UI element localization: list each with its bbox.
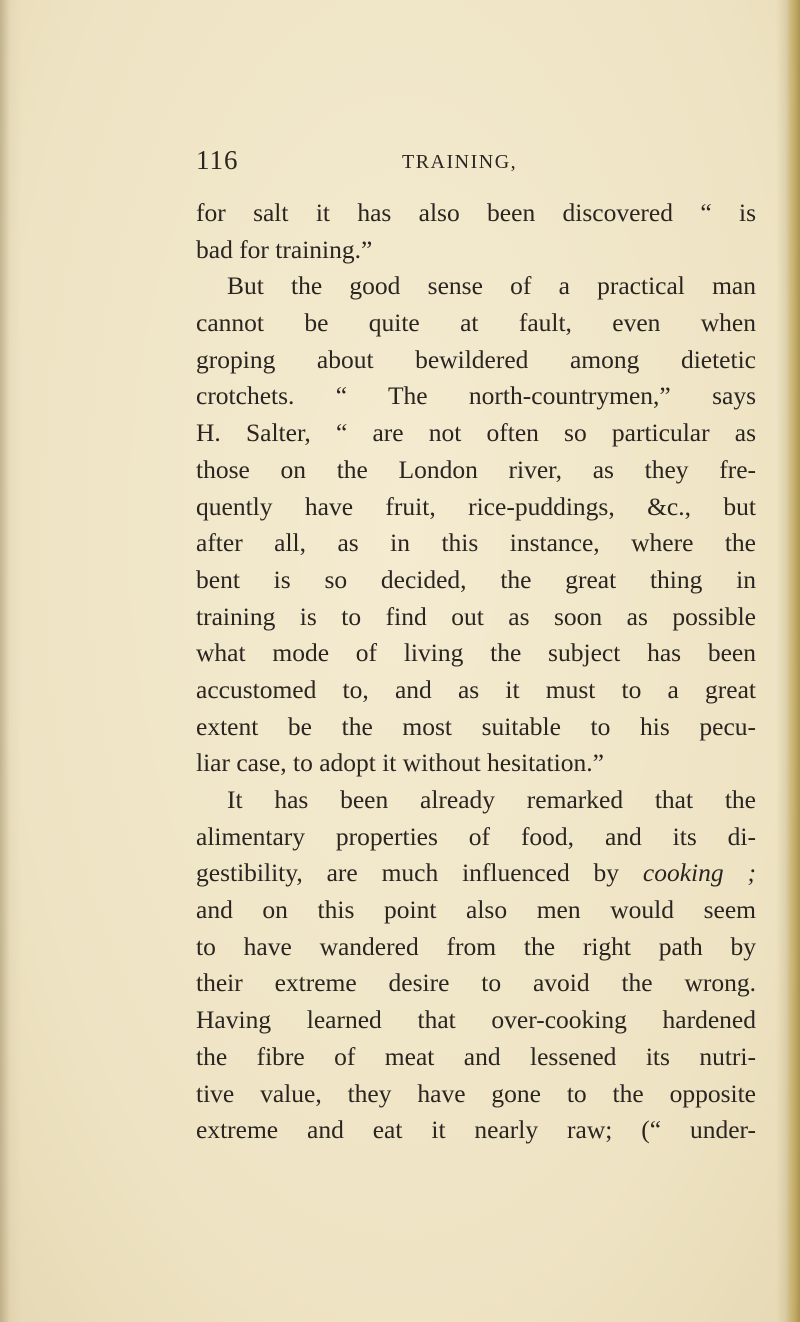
page-edge-discoloration bbox=[786, 0, 800, 1322]
text-line: after all, as in this instance, where the bbox=[196, 528, 756, 558]
text-line: extent be the most suitable to his pecu- bbox=[196, 711, 756, 741]
text-line: liar case, to adopt it without hesitation.” bbox=[196, 748, 604, 778]
page-header bbox=[196, 145, 756, 185]
text-line: It has been already remarked that the bbox=[227, 785, 756, 814]
text-line: the fibre of meat and lessened its nutri- bbox=[196, 1041, 756, 1071]
page-number: 116 bbox=[196, 145, 239, 175]
italic-word: cooking ; bbox=[642, 858, 756, 888]
text-segment: gestibility, are much influenced by bbox=[196, 858, 643, 888]
text-line: H. Salter, “ are not often so particular as bbox=[196, 418, 756, 448]
text-line: accustomed to, and as it must to a great bbox=[196, 674, 756, 704]
text-line: crotchets. “ The north-countrymen,” says bbox=[196, 381, 756, 411]
text-line: their extreme desire to avoid the wrong. bbox=[196, 968, 756, 998]
text-line: tive value, they have gone to the opposite bbox=[196, 1078, 756, 1108]
text-line: Having learned that over-cooking hardened bbox=[196, 1005, 756, 1035]
body-text bbox=[196, 195, 756, 1149]
text-line: bad for training.” bbox=[196, 234, 373, 264]
text-line: to have wandered from the right path by bbox=[196, 931, 756, 961]
text-line: alimentary properties of food, and its di- bbox=[196, 821, 756, 851]
text-line: what mode of living the subject has been bbox=[196, 638, 756, 668]
page-gutter-shadow bbox=[0, 0, 10, 1322]
text-line: But the good sense of a practical man bbox=[227, 271, 756, 301]
text-line: bent is so decided, the great thing in bbox=[196, 564, 756, 594]
text-line: cannot be quite at fault, even when bbox=[196, 308, 756, 338]
text-line: quently have fruit, rice-puddings, &c., but bbox=[196, 491, 756, 521]
text-line bbox=[196, 855, 756, 892]
text-line: extreme and eat it nearly raw; (“ under- bbox=[196, 1115, 756, 1145]
text-line: for salt it has also been discovered “ is bbox=[196, 198, 756, 227]
text-line: training is to find out as soon as possible bbox=[196, 601, 756, 631]
text-line: those on the London river, as they fre- bbox=[196, 454, 756, 484]
text-line: and on this point also men would seem bbox=[196, 895, 756, 925]
text-line: groping about bewildered among dietetic bbox=[196, 344, 756, 374]
running-head: TRAINING, bbox=[402, 151, 518, 173]
